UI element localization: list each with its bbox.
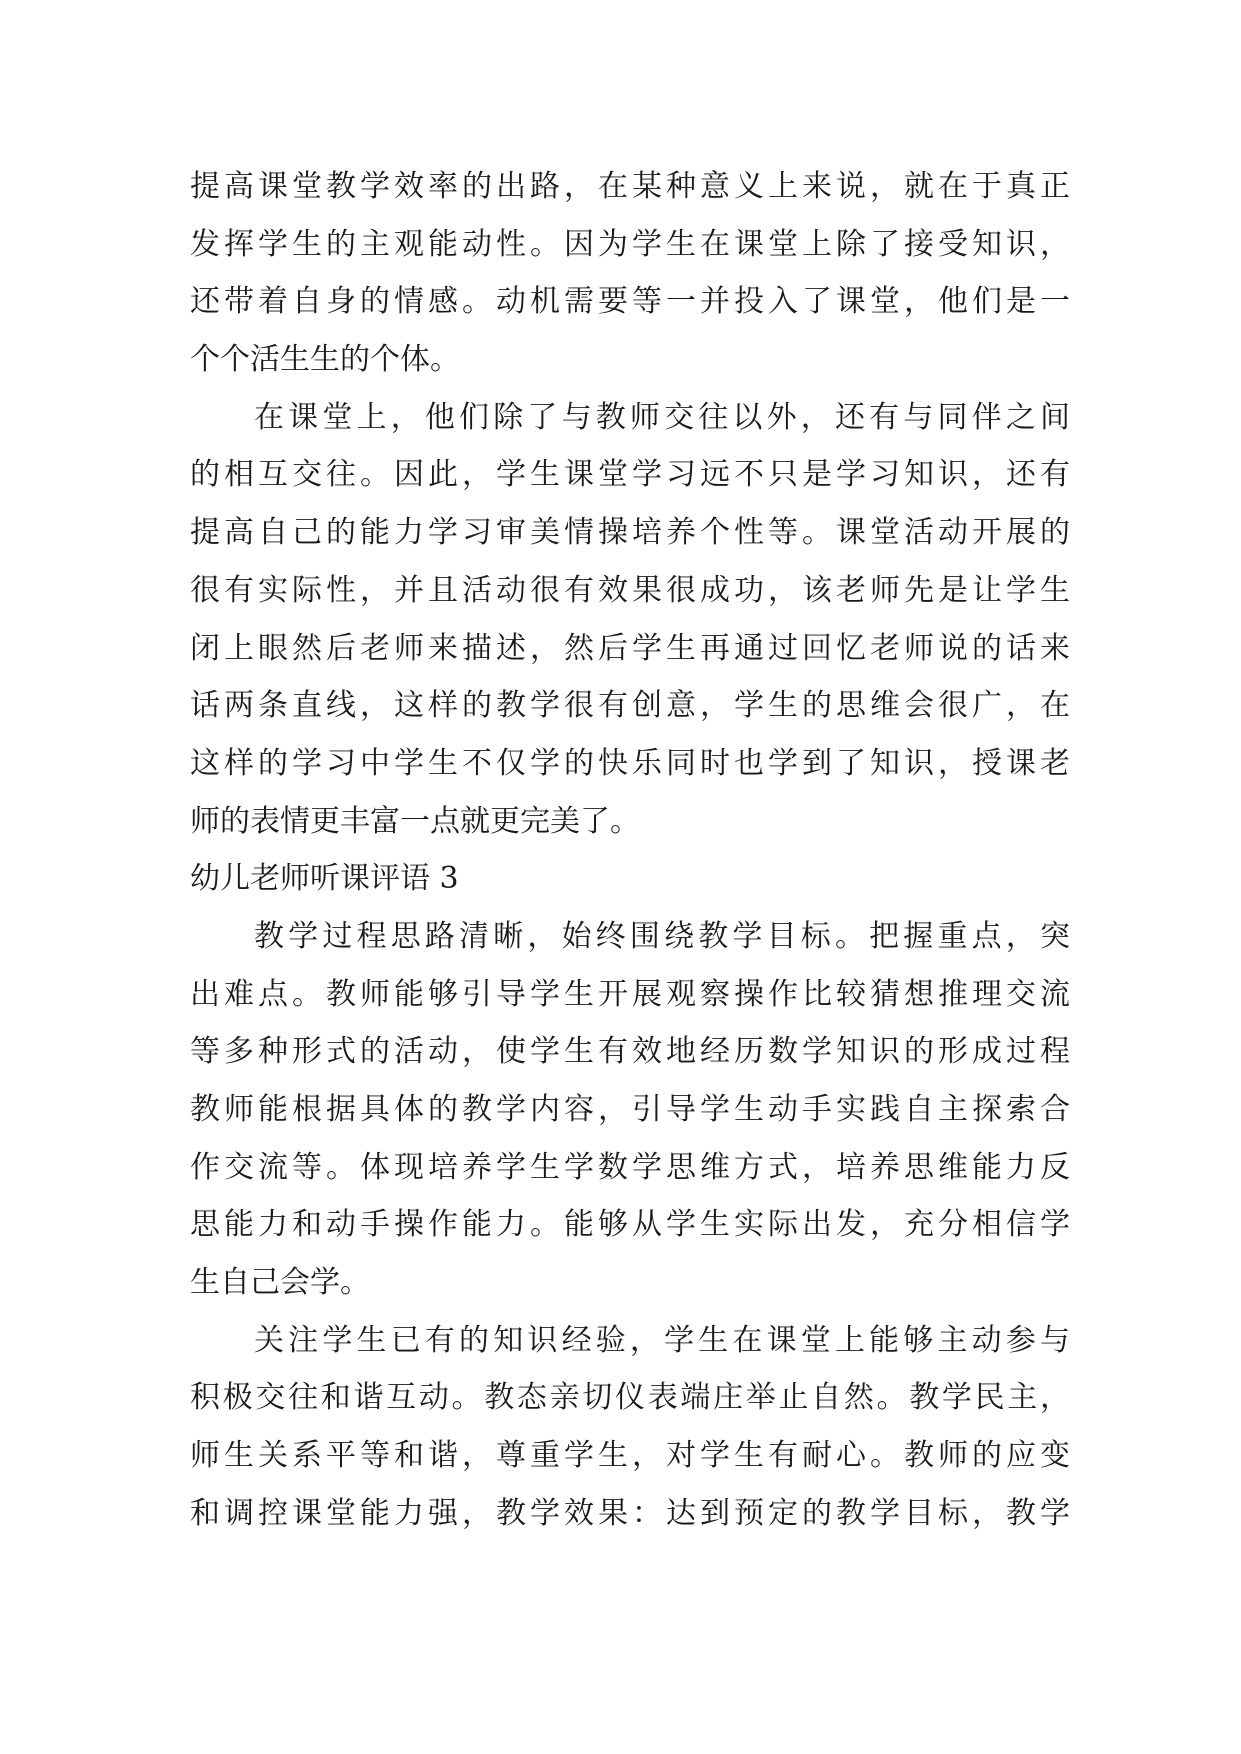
paragraph <box>190 158 1070 389</box>
paragraph <box>190 1312 1070 1543</box>
text-line: 个个活生生的个体。 <box>190 342 460 378</box>
document-body <box>190 158 1070 1543</box>
paragraph <box>190 908 1070 1312</box>
section-heading: 幼儿老师听课评语 3 <box>190 861 459 897</box>
text-line: 发挥学生的主观能动性。因为学生在课堂上除了接受知识， <box>190 226 1070 262</box>
text-line: 提高自己的能力学习审美情操培养个性等。课堂活动开展的 <box>190 515 1070 551</box>
text-line: 思能力和动手操作能力。能够从学生实际出发，充分相信学 <box>190 1207 1070 1243</box>
text-line: 提高课堂教学效率的出路，在某种意义上来说，就在于真正 <box>190 169 1070 204</box>
text-line: 在课堂上，他们除了与教师交往以外，还有与同伴之间 <box>254 399 1070 435</box>
text-line: 话两条直线，这样的教学很有创意，学生的思维会很广，在 <box>190 688 1070 724</box>
text-line: 生自己会学。 <box>190 1265 370 1301</box>
text-line: 教学过程思路清晰，始终围绕教学目标。把握重点，突 <box>254 918 1070 954</box>
text-line: 作交流等。体现培养学生学数学思维方式，培养思维能力反 <box>190 1149 1070 1185</box>
text-line: 和调控课堂能力强，教学效果：达到预定的教学目标，教学 <box>190 1495 1070 1531</box>
text-line: 很有实际性，并且活动很有效果很成功，该老师先是让学生 <box>190 572 1070 608</box>
text-line: 的相互交往。因此，学生课堂学习远不只是学习知识，还有 <box>190 457 1070 493</box>
text-line: 积极交往和谐互动。教态亲切仪表端庄举止自然。教学民主， <box>190 1380 1070 1416</box>
text-line: 出难点。教师能够引导学生开展观察操作比较猜想推理交流 <box>190 976 1070 1012</box>
text-line: 关注学生已有的知识经验，学生在课堂上能够主动参与 <box>254 1322 1070 1358</box>
paragraph <box>190 389 1070 851</box>
text-line: 闭上眼然后老师来描述，然后学生再通过回忆老师说的话来 <box>190 630 1070 666</box>
text-line: 还带着自身的情感。动机需要等一并投入了课堂，他们是一 <box>190 284 1070 320</box>
text-line: 等多种形式的活动，使学生有效地经历数学知识的形成过程 <box>190 1034 1070 1070</box>
text-line: 教师能根据具体的教学内容，引导学生动手实践自主探索合 <box>190 1092 1070 1127</box>
text-line: 师生关系平等和谐，尊重学生，对学生有耐心。教师的应变 <box>190 1438 1070 1474</box>
text-line: 这样的学习中学生不仅学的快乐同时也学到了知识，授课老 <box>190 745 1070 781</box>
text-line: 师的表情更丰富一点就更完美了。 <box>190 803 640 839</box>
